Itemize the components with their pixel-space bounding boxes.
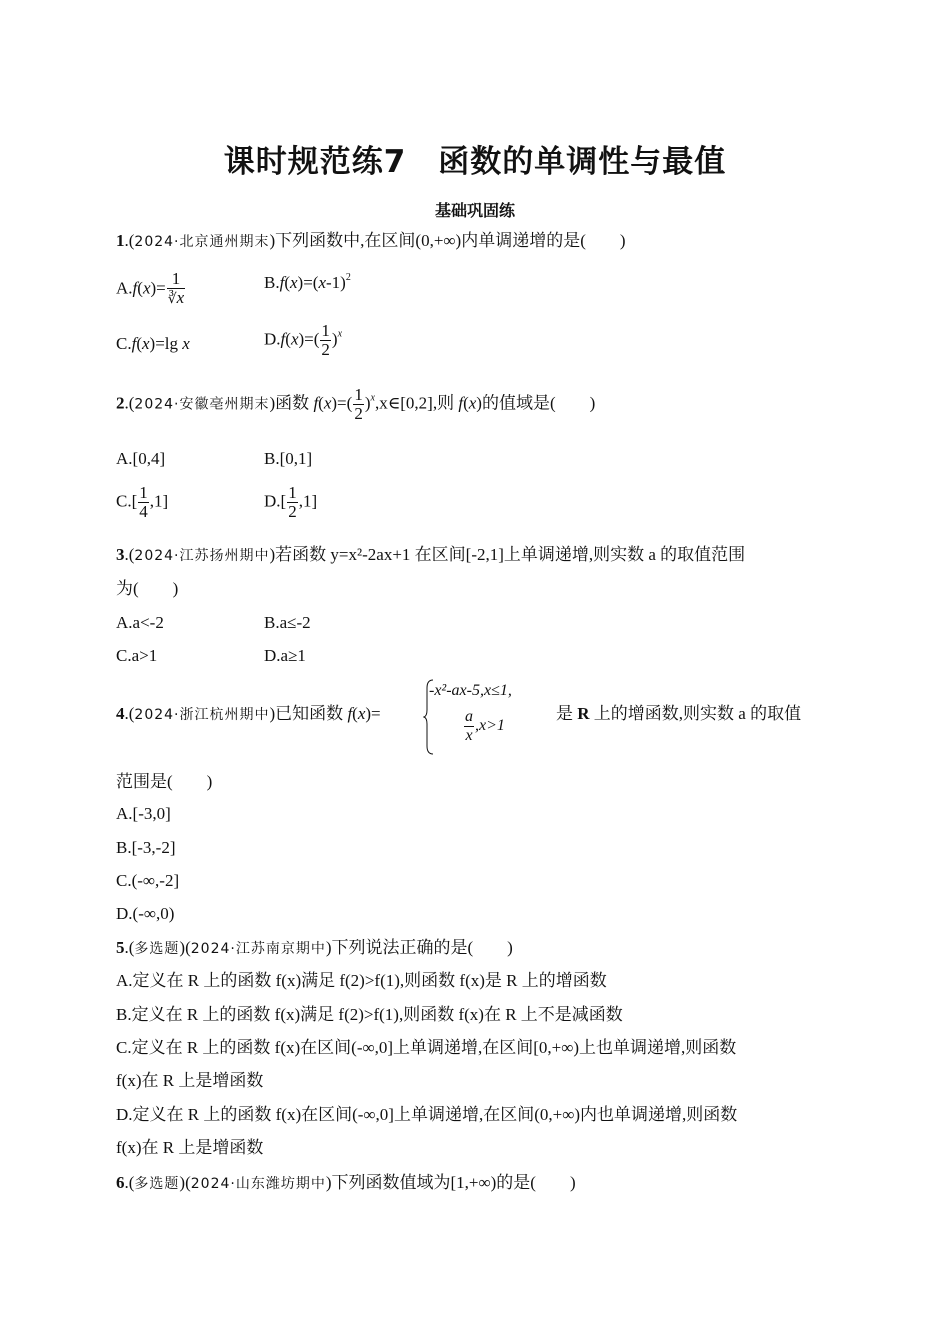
question-4-option-d: D.(-∞,0) [116, 904, 175, 923]
question-tag: 多选题 [134, 941, 180, 957]
question-6-stem: 6.(多选题)(2024·山东潍坊期中)下列函数值域为[1,+∞)的是( ) [116, 1173, 576, 1192]
fraction: $\frac{1}{∛x}$ [167, 269, 185, 307]
question-3-option-d: D.a≥1 [264, 646, 306, 665]
question-3-option-c: C.a>1 [116, 646, 158, 665]
fraction: $\frac{1}{2}$ [354, 385, 363, 423]
question-2-option-a: A.[0,4] [116, 449, 166, 468]
question-source: 2024·浙江杭州期中 [134, 707, 270, 723]
question-3-option-b: B.a≤-2 [264, 613, 311, 632]
question-2-stem: 2.(2024·安徽亳州期末)函数 f(x)=( $\frac{1}{2}$ )$^x$,x∈[0,2],则 f(x)的值域是( ) [116, 385, 596, 423]
question-3-option-a: A.a<-2 [116, 613, 164, 632]
question-4-option-a: A.[-3,0] [116, 804, 171, 823]
question-4-stem-tail: 是 R 上的增函数,则实数 a 的取值 [556, 704, 802, 723]
question-3-stem: 3.(2024·江苏扬州期中)若函数 y=x²-2ax+1 在区间[-2,1]上单调递增,则实数 a 的取值范围 [116, 545, 746, 564]
question-source: 2024·北京通州期末 [134, 234, 270, 250]
question-5-option-b: B.定义在 R 上的函数 f(x)满足 f(2)>f(1),则函数 f(x)在 R 上不是减函数 [116, 1005, 623, 1024]
question-1-option-a: A.f(x)= $\frac{1}{∛x}$ [116, 269, 185, 307]
piece-2: $\frac{a}{x}$ ,x>1 [465, 708, 505, 744]
question-3-stem-line2: 为( ) [116, 579, 179, 598]
question-2-option-b: B.[0,1] [264, 449, 313, 468]
question-1-option-c: C.f(x)=lg x [116, 334, 190, 353]
fraction: $\frac{1}{2}$ [321, 321, 330, 359]
question-tag: 多选题 [134, 1176, 180, 1192]
question-5-option-d-line2: f(x)在 R 上是增函数 [116, 1138, 264, 1157]
question-4-option-c: C.(-∞,-2] [116, 871, 180, 890]
question-5-option-c: C.定义在 R 上的函数 f(x)在区间(-∞,0]上单调递增,在区间[0,+∞)上也单调递增,则函数 [116, 1038, 737, 1057]
piece-1: -x²-ax-5,x≤1, [429, 682, 512, 699]
question-5-option-d: D.定义在 R 上的函数 f(x)在区间(-∞,0]上单调递增,在区间(0,+∞)内也单调递增,则函数 [116, 1105, 738, 1124]
question-source: 2024·山东潍坊期中 [190, 1176, 326, 1192]
fraction: $\frac{1}{4}$ [139, 483, 148, 521]
question-4-stem: 4.(2024·浙江杭州期中)已知函数 f(x)= [116, 704, 381, 723]
question-source: 2024·江苏南京期中 [190, 941, 326, 957]
section-heading: 基础巩固练 [434, 201, 515, 220]
question-1-option-d: D.f(x)=( $\frac{1}{2}$ )$^x$ [264, 321, 343, 359]
question-5-option-a: A.定义在 R 上的函数 f(x)满足 f(2)>f(1),则函数 f(x)是 R 上的增函数 [116, 971, 607, 990]
question-1-option-b: $B.f(x)=(x-1)^2$ [264, 272, 351, 292]
question-1-stem: 1.(2024·北京通州期末)下列函数中,在区间(0,+∞)内单调递增的是( ) [116, 231, 626, 250]
question-5-stem: 5.(多选题)(2024·江苏南京期中)下列说法正确的是( ) [116, 938, 513, 957]
question-source: 2024·江苏扬州期中 [134, 548, 270, 564]
question-2-option-c: C.[ $\frac{1}{4}$ ,1] [116, 483, 169, 521]
question-5-option-c-line2: f(x)在 R 上是增函数 [116, 1071, 264, 1090]
question-source: 2024·安徽亳州期末 [134, 396, 270, 413]
question-4-stem-line2: 范围是( ) [116, 772, 213, 791]
question-4-option-b: B.[-3,-2] [116, 838, 176, 857]
question-2-option-d: D.[ $\frac{1}{2}$ ,1] [264, 483, 318, 521]
page-title: 课时规范练7 函数的单调性与最值 [223, 144, 727, 180]
piecewise-function [423, 678, 555, 756]
fraction: $\frac{1}{2}$ [288, 483, 297, 521]
